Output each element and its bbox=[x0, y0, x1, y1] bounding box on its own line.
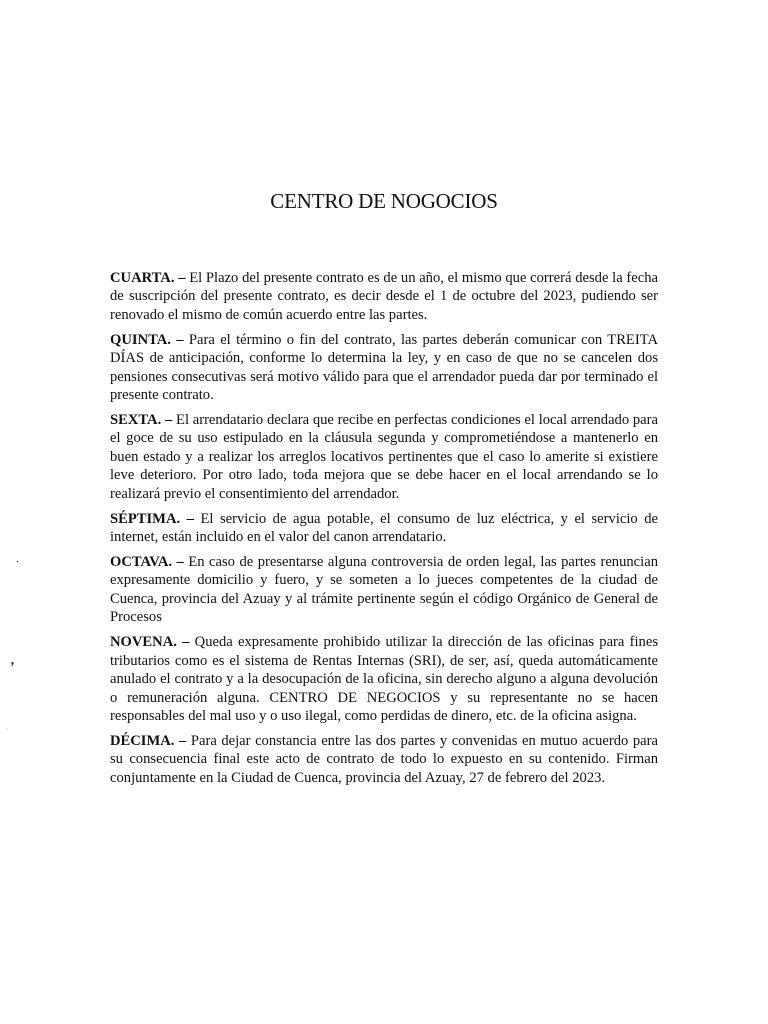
clause-label: SÉPTIMA. – bbox=[110, 510, 194, 527]
clause-label: SEXTA. – bbox=[110, 412, 173, 429]
margin-mark: . bbox=[6, 722, 8, 731]
clause-text: El Plazo del presente contrato es de un año, el mismo que correrá desde la fecha de suscripción del presente contrato, es decir desde el 1 de octubre del 2023, pudiendo ser renovado el mismo de común acuerdo entre las partes. bbox=[110, 270, 658, 323]
clause-text: Para el término o fin del contrato, las partes deberán comunicar con TREITA DÍAS de anticipación, conforme lo determina la ley, y en caso de que no se cancelen dos pensiones consecutivas será motivo válido para que el arrendador pueda dar por terminado el presente contrato. bbox=[110, 331, 658, 404]
margin-mark: ’ bbox=[10, 660, 15, 675]
clause-decima bbox=[110, 732, 658, 787]
clause-text: En caso de presentarse alguna controversia de orden legal, las partes renuncian expresamente domicilio y fuero, y se someten a lo jueces competentes de la ciudad de Cuenca, provincia del Azuay y al trámite pertinente según el código Orgánico de General de Procesos bbox=[110, 554, 658, 626]
document-body bbox=[110, 269, 658, 794]
clause-label: OCTAVA. – bbox=[110, 554, 184, 571]
document-title: CENTRO DE NOGOCIOS bbox=[270, 189, 498, 213]
clause-label: NOVENA. – bbox=[110, 634, 190, 651]
clause-octava bbox=[110, 553, 658, 627]
margin-mark: . bbox=[16, 553, 19, 565]
clause-label: QUINTA. – bbox=[110, 331, 184, 348]
clause-quinta bbox=[110, 331, 658, 405]
clause-label: DÉCIMA. – bbox=[110, 732, 187, 749]
clause-sexta bbox=[110, 411, 658, 503]
clause-cuarta bbox=[110, 269, 658, 324]
clause-text: Queda expresamente prohibido utilizar la dirección de las oficinas para fines tributarios como es el sistema de Rentas Internas (SRI), de ser, así, queda automáticamente anulado el contrato y a la desocupación de la oficina, sin derecho alguno a alguna devolución o remuneración alguna. CENTRO DE NEGOCIOS y su representante no se hacen responsables del mal uso y o uso ilegal, como perdidas de dinero, etc. de la oficina asigna. bbox=[110, 634, 658, 724]
clause-label: CUARTA. – bbox=[110, 270, 186, 286]
clause-text: Para dejar constancia entre las dos partes y convenidas en mutuo acuerdo para su consecuencia final este acto de contrato de todo lo expuesto en su contenido. Firman conjuntamente en la Ciudad de Cuenca, provincia del Azuay, 27 de febrero del 2023. bbox=[110, 732, 658, 786]
clause-septima bbox=[110, 510, 658, 547]
clause-text: El servicio de agua potable, el consumo de luz eléctrica, y el servicio de internet, están incluido en el valor del canon arrendatario. bbox=[110, 510, 658, 546]
clause-text: El arrendatario declara que recibe en perfectas condiciones el local arrendado para el goce de su uso estipulado en la cláusula segunda y comprometiéndose a mantenerlo en buen estado y a realizar los arreglos locativos pertinentes que el caso lo amerite si existiere leve deterioro. Por otro lado, toda mejora que se debe hacer en el local arrendando se lo realizará previo el consentimiento del arrendador. bbox=[110, 412, 658, 502]
clause-novena bbox=[110, 633, 658, 725]
